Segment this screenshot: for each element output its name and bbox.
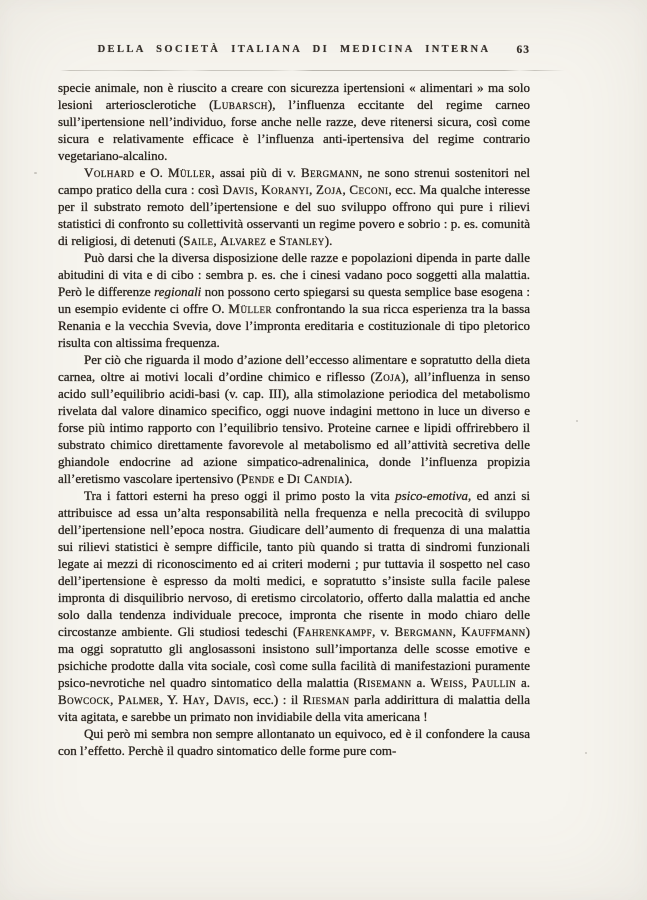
text-run: non possono certo spiegarsi su questa semplice base esogena : un esempio evidente ci offre O.	[58, 284, 530, 316]
person-name: Risemann	[358, 675, 412, 690]
text-run: , ecc. Ma qualche interesse per il substrato remoto dell’ipertensione e del suo sviluppo offrono qui pure i rilievi statistici di confronto su collettività osservanti un regime povero e sobrio : p. es. comunità di religiosi, di detenuti (	[58, 182, 531, 248]
scan-speck	[585, 752, 587, 754]
text-run: ,	[463, 675, 472, 690]
text-run: ,	[110, 692, 119, 707]
text-run: Qui però mi sembra non sempre allontanato un equivoco, ed è il confondere la causa con l’effetto. Perchè il quadro sintomatico delle forme pure com-	[58, 726, 530, 758]
text-run: ).	[324, 233, 333, 248]
paragraph	[58, 164, 530, 249]
text-run: ,	[205, 692, 214, 707]
person-name: Müller	[167, 165, 212, 180]
text-run: ,	[342, 182, 350, 197]
person-name: Alvarez	[220, 233, 267, 248]
page-header	[58, 44, 530, 62]
person-name: Pende	[241, 471, 275, 486]
paragraph	[58, 725, 530, 759]
text-run: Tra i fattori esterni ha preso oggi il primo posto la vita	[84, 488, 396, 503]
text-run: , Y.	[159, 692, 183, 707]
paragraph	[58, 487, 530, 725]
body-text	[58, 79, 530, 759]
paragraph	[58, 79, 530, 164]
text-run: ), all’influenza in senso acido sull’equilibrio acidi-basi (v. cap. III), alla stimolazione periodica del metabolismo rivelata dal valore dinamico specifico, oggi nuove indagini mettono in luce un diverso e forse più intimo rapporto con l’equilibrio tensivo. Proteine carnee e lipidi offrirebbero il substrato chimico direttamente favorevole al metabolismo ed all’attività secretiva delle ghiandole endocrine ad azione simpatico-adrenalinica, donde l’influenza propizia all’eretismo vascolare ipertensivo (	[58, 369, 530, 486]
person-name: Saile	[183, 233, 214, 248]
text-run: ,	[452, 624, 462, 639]
person-name: Davis	[213, 692, 246, 707]
person-name: Weiss	[430, 675, 464, 690]
person-name: Zoja	[374, 369, 402, 384]
text-run: , assai più di v.	[211, 165, 301, 180]
person-name: Bergmann	[394, 624, 453, 639]
text-run: Per ciò che riguarda il modo d’azione dell’eccesso alimentare e sopratutto della dieta carnea, oltre ai motivi locali d’ordine chimico e riflesso (	[58, 352, 530, 384]
person-name: Koranyi	[261, 182, 310, 197]
person-name: Stanley	[278, 233, 325, 248]
text-run: a.	[516, 675, 531, 690]
scan-speck	[576, 420, 578, 422]
person-name: Lubarsch	[213, 97, 268, 112]
italic-term: regionali	[154, 284, 202, 299]
person-name: Volhard	[84, 165, 135, 180]
text-run: , ecc.) : il	[245, 692, 303, 707]
person-name: Palmer	[118, 692, 160, 707]
person-name: Bergmann	[301, 165, 360, 180]
person-name: Fahrenkampf	[297, 624, 373, 639]
text-run: ).	[344, 471, 353, 486]
person-name: Bowcock	[58, 692, 111, 707]
scan-speck	[34, 172, 37, 174]
person-name: Davis	[222, 182, 255, 197]
text-run: ,	[309, 182, 317, 197]
italic-term: psico-emotiva	[395, 488, 468, 503]
text-run: a.	[411, 675, 431, 690]
text-run: parla addirittura di malattia della vita agitata, e sarebbe un primato non invidiabile della vita americana !	[58, 692, 531, 724]
text-run: e	[266, 233, 279, 248]
person-name: Ceconi	[349, 182, 389, 197]
text-run: , ne sono strenui sostenitori nel campo pratico della cura : così	[58, 165, 530, 197]
text-run: ,	[213, 233, 221, 248]
person-name: Hay	[182, 692, 206, 707]
text-run: , ed anzi si attribuisce ad essa un’alta responsabilità nella frequenza e nella precocità di sviluppo dell’ipertensione nell’epoca nostra. Giudicare dell’aumento di frequenza di una malattia sui rilievi statistici è sempre difficile, tanto più quando si tratta di sindromi funzionali legate ai mezzi di riconoscimento ed ai criteri moderni ; pur tuttavia il sospetto nel caso dell’ipertensione è espresso da molti medici, e sopratutto s’insiste sulla facile palese impronta di disquilibrio nervoso, di eretismo circolatorio, offerto dalla malattia ed anche solo dalla tendenza individuale precoce, impronta che risente in modo chiaro delle circostanze ambiente. Gli studiosi tedeschi (	[58, 488, 530, 639]
text-run: e	[274, 471, 288, 486]
running-head: DELLA SOCIETÀ ITALIANA DI MEDICINA INTERNA	[97, 44, 491, 55]
text-run: e O.	[134, 165, 168, 180]
text-run: ) ma oggi sopratutto gli anglosassoni insistono sull’importanza delle scosse emotive e psichiche prodotte dalla vita sociale, così come sulla facilità di manifestazioni puramente psico-nevrotiche nel quadro sintomatico della malattia (	[58, 624, 530, 690]
text-run: , v.	[372, 624, 395, 639]
header-rule	[60, 70, 565, 71]
paragraph	[58, 351, 530, 487]
page-number: 63	[516, 44, 530, 56]
person-name: Zoja	[316, 182, 343, 197]
person-name: Riesman	[302, 692, 350, 707]
person-name: Paullin	[471, 675, 517, 690]
text-run: Può darsi che la diversa disposizione delle razze e popolazioni dipenda in parte dalle abitudini di vita e di cibo : sembra p. es. che i cinesi vadano poco soggetti alla malattia. Però le differenze	[58, 250, 530, 299]
person-name: Kauffmann	[461, 624, 526, 639]
text-run: ,	[254, 182, 262, 197]
paragraph	[58, 249, 530, 351]
text-run: ), l’influenza eccitante del regime carneo sull’ipertensione nell’individuo, forse anche nelle razze, deve ritenersi sicura, così come sicura e relativamente efficace è l’influenza anti-ipertensiva del regime contrario vegetariano-alcalino.	[58, 97, 530, 163]
person-name: Müller	[228, 301, 272, 316]
person-name: Di Candia	[287, 471, 345, 486]
text-run: confrontando la sua ricca esperienza tra la bassa Renania e la vecchia Svevia, dove l’impronta ereditaria e costituzionale di tipo pletorico risulta con altissima frequenza.	[58, 301, 531, 350]
text-run: specie animale, non è riuscito a creare con sicurezza ipertensioni « alimentari » ma solo lesioni arteriosclerotiche (	[58, 80, 530, 112]
